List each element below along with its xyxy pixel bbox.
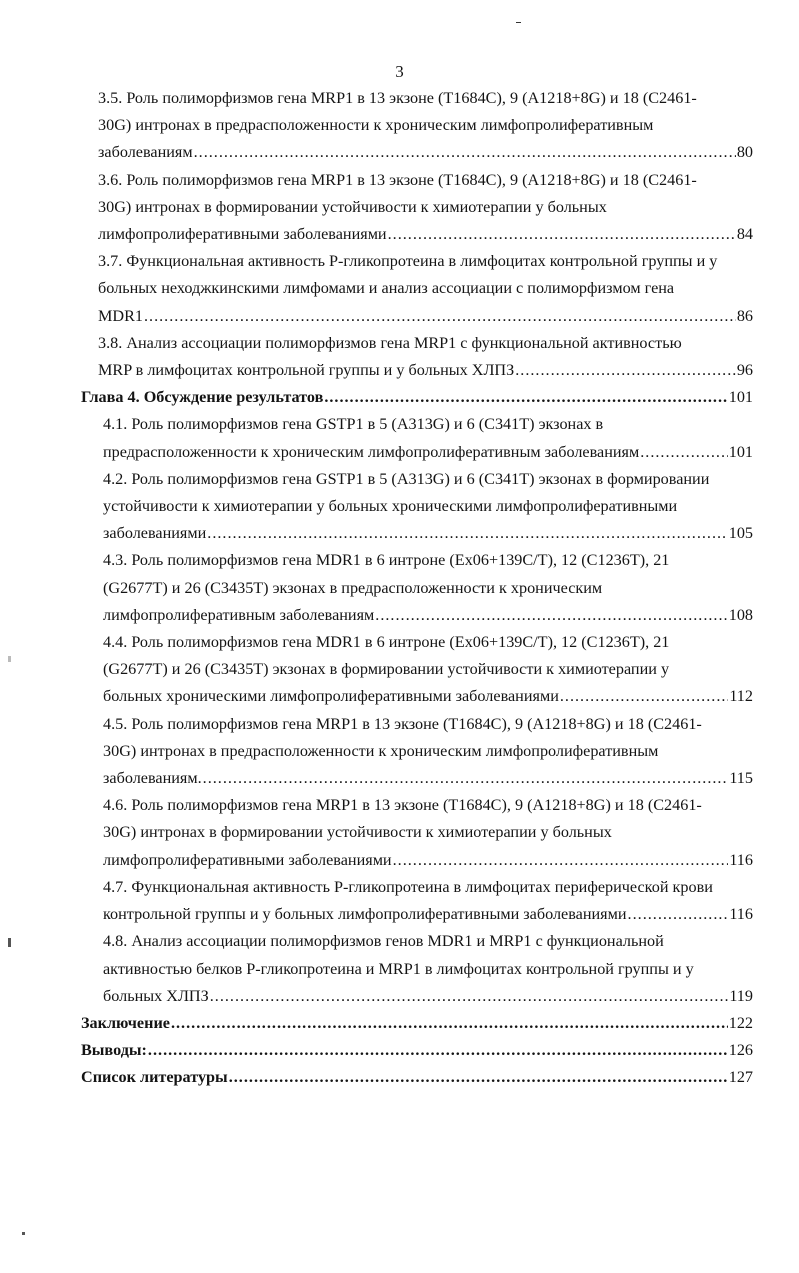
- toc-entry-line: 4.2. Роль полиморфизмов гена GSTP1 в 5 (A313G) и 6 (C341T) экзонах в формировании: [103, 469, 710, 488]
- toc-entry-title-end: лимфопролиферативными заболеваниями: [98, 225, 387, 244]
- toc-entry-line: 30G) интронах в предрасположенности к хроническим лимфопролиферативным: [103, 741, 659, 760]
- toc-section-entry: [98, 167, 753, 249]
- toc-entry-final-line: [81, 1037, 753, 1064]
- scan-speck: [516, 22, 521, 23]
- dot-leader: [560, 683, 728, 710]
- toc-entry-title-end: больных ХЛПЗ: [103, 986, 209, 1005]
- scan-mark: [8, 656, 11, 662]
- toc-entry-final-line: [98, 303, 753, 330]
- toc-section-entry: [98, 85, 753, 167]
- toc-chapter-entry: [81, 1010, 753, 1037]
- toc-page-number: 84: [736, 225, 753, 244]
- dot-leader: [194, 139, 736, 166]
- toc-section-entry: [103, 547, 753, 629]
- toc-entry-final-line: [103, 983, 753, 1010]
- toc-entry-title-end: MDR1: [98, 306, 143, 325]
- toc-chapter-entry: [81, 384, 753, 411]
- toc-page-number: 115: [729, 769, 753, 788]
- toc-entry-line: устойчивости к химиотерапии у больных хроническими лимфопролиферативными: [103, 497, 678, 516]
- toc-entry-line: 3.8. Анализ ассоциации полиморфизмов гена MRP1 с функциональной активностью: [98, 333, 682, 352]
- dot-leader: [207, 520, 727, 547]
- toc-entry-final-line: [81, 1010, 753, 1037]
- toc-page-number: 116: [729, 905, 753, 924]
- toc-entry-title-end: Заключение: [81, 1013, 170, 1032]
- toc-page-number: 112: [729, 687, 753, 706]
- toc-section-entry: [103, 792, 753, 874]
- toc-entry-title-end: заболеваниями: [103, 524, 207, 543]
- toc-chapter-entry: [81, 1037, 753, 1064]
- toc-entry-line: 4.8. Анализ ассоциации полиморфизмов генов MDR1 и MRP1 с функциональной: [103, 932, 664, 951]
- toc-section-entry: [103, 411, 753, 465]
- table-of-contents: [0, 85, 799, 1092]
- toc-entry-title-end: заболеваниям.: [103, 769, 202, 788]
- toc-entry-line: 30G) интронах в формировании устойчивости к химиотерапии у больных: [98, 197, 607, 216]
- toc-entry-line: 4.4. Роль полиморфизмов гена MDR1 в 6 интроне (Ex06+139C/T), 12 (C1236T), 21: [103, 633, 670, 652]
- toc-page-number: 105: [728, 524, 753, 543]
- toc-page-number: 126: [728, 1041, 753, 1060]
- toc-page-number: 108: [728, 605, 753, 624]
- toc-entry-final-line: [103, 520, 753, 547]
- toc-entry-title-end: лимфопролиферативным заболеваниям: [103, 605, 375, 624]
- page-number: 3: [395, 62, 404, 81]
- toc-entry-line: 3.5. Роль полиморфизмов гена MRP1 в 13 экзоне (T1684C), 9 (A1218+8G) и 18 (C2461-: [98, 89, 697, 107]
- toc-section-entry: [103, 928, 753, 1010]
- toc-entry-final-line: [81, 1064, 753, 1091]
- toc-page-number: 101: [728, 442, 753, 461]
- toc-section-entry: [103, 874, 753, 928]
- toc-entry-line: 3.7. Функциональная активность Р-гликопротеина в лимфоцитах контрольной группы и у: [98, 252, 718, 271]
- toc-entry-final-line: [103, 847, 753, 874]
- toc-section-entry: [103, 711, 753, 793]
- toc-section-entry: [103, 466, 753, 548]
- dot-leader: [203, 765, 729, 792]
- toc-section-entry: [103, 629, 753, 711]
- toc-entry-final-line: [103, 901, 753, 928]
- toc-entry-final-line: [103, 602, 753, 629]
- toc-page-number: 96: [736, 361, 753, 380]
- toc-entry-final-line: [98, 221, 753, 248]
- toc-entry-line: (G2677T) и 26 (C3435T) экзонах в формировании устойчивости к химиотерапии у: [103, 660, 670, 679]
- toc-entry-title-end: предрасположенности к хроническим лимфопролиферативным заболеваниям: [103, 442, 640, 461]
- toc-page-number: 86: [736, 306, 753, 325]
- toc-entry-final-line: [98, 357, 753, 384]
- toc-entry-final-line: [103, 683, 753, 710]
- dot-leader: [144, 303, 736, 330]
- toc-entry-line: (G2677T) и 26 (C3435T) экзонах в предрасположенности к хроническим: [103, 578, 603, 597]
- dot-leader: [640, 439, 728, 466]
- toc-entry-line: 30G) интронах в формировании устойчивости к химиотерапии у больных: [103, 823, 612, 842]
- toc-entry-title-end: MRP в лимфоцитах контрольной группы и у больных ХЛПЗ: [98, 361, 515, 380]
- toc-entry-title-end: контрольной группы и у больных лимфопролиферативными заболеваниями: [103, 905, 627, 924]
- dot-leader: [388, 221, 736, 248]
- dot-leader: [229, 1064, 728, 1091]
- toc-entry-final-line: [103, 439, 753, 466]
- dot-leader: [210, 983, 729, 1010]
- toc-entry-line: больных неходжкинскими лимфомами и анализ ассоциации с полиморфизмом гена: [98, 279, 675, 298]
- dot-leader: [324, 384, 727, 411]
- toc-entry-line: 4.3. Роль полиморфизмов гена MDR1 в 6 интроне (Ex06+139C/T), 12 (C1236T), 21: [103, 551, 670, 570]
- dot-leader: [171, 1010, 728, 1037]
- toc-entry-line: 30G) интронах в предрасположенности к хроническим лимфопролиферативным: [98, 116, 654, 135]
- toc-entry-final-line: [98, 139, 753, 166]
- toc-page-number: 101: [728, 388, 753, 407]
- toc-entry-title-end: больных хроническими лимфопролиферативными заболеваниями: [103, 687, 559, 706]
- toc-section-entry: [98, 248, 753, 330]
- dot-leader: [628, 901, 729, 928]
- toc-entry-title-end: Выводы:: [81, 1041, 147, 1060]
- toc-entry-final-line: [81, 384, 753, 411]
- toc-entry-line: активностью белков Р-гликопротеина и MRP1 в лимфоцитах контрольной группы и у: [103, 959, 694, 978]
- toc-entry-title-end: заболеваниям: [98, 143, 193, 162]
- dot-leader: [375, 602, 727, 629]
- dot-leader: [148, 1037, 728, 1064]
- toc-page-number: 127: [728, 1068, 753, 1087]
- toc-entry-line: 4.6. Роль полиморфизмов гена MRP1 в 13 экзоне (T1684C), 9 (A1218+8G) и 18 (C2461-: [103, 796, 702, 815]
- toc-entry-line: 3.6. Роль полиморфизмов гена MRP1 в 13 экзоне (T1684C), 9 (A1218+8G) и 18 (C2461-: [98, 170, 697, 189]
- toc-entry-final-line: [103, 765, 753, 792]
- toc-page-number: 80: [736, 143, 753, 162]
- toc-entry-line: 4.1. Роль полиморфизмов гена GSTP1 в 5 (A313G) и 6 (C341T) экзонах в: [103, 415, 604, 434]
- toc-entry-title-end: Список литературы: [81, 1068, 228, 1087]
- scan-mark: [8, 938, 11, 947]
- dot-leader: [515, 357, 736, 384]
- scan-mark: [22, 1232, 25, 1235]
- toc-page-number: 119: [729, 986, 753, 1005]
- toc-page-number: 122: [728, 1013, 753, 1032]
- toc-page-number: 116: [729, 850, 753, 869]
- toc-entry-line: 4.7. Функциональная активность Р-гликопротеина в лимфоцитах периферической крови: [103, 877, 713, 896]
- dot-leader: [393, 847, 729, 874]
- toc-entry-title-end: лимфопролиферативными заболеваниями: [103, 850, 392, 869]
- toc-entry-title-end: Глава 4. Обсуждение результатов: [81, 388, 324, 407]
- toc-entry-line: 4.5. Роль полиморфизмов гена MRP1 в 13 экзоне (T1684C), 9 (A1218+8G) и 18 (C2461-: [103, 714, 702, 733]
- toc-chapter-entry: [81, 1064, 753, 1091]
- toc-section-entry: [98, 330, 753, 384]
